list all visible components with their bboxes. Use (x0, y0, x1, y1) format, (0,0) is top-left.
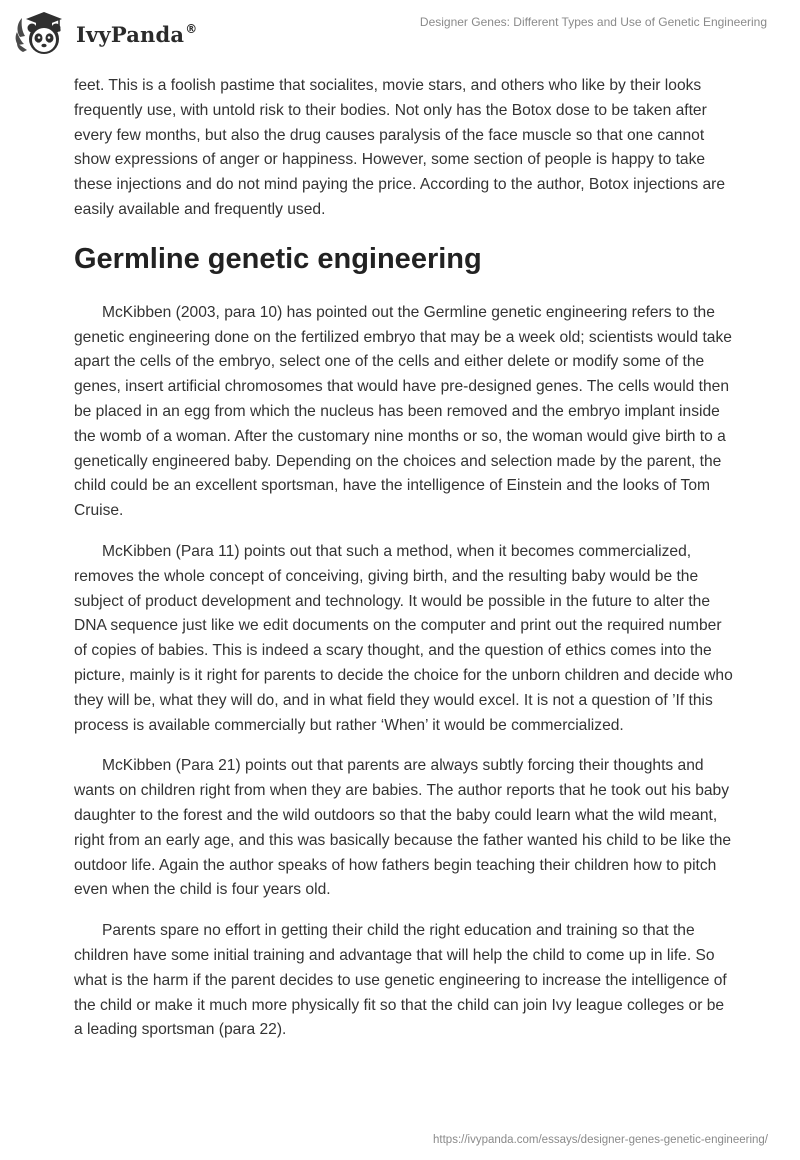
source-url-link[interactable]: https://ivypanda.com/essays/designer-genes-genetic-engineering/ (433, 1134, 768, 1146)
registered-mark: ® (185, 21, 198, 36)
section-heading: Germline genetic engineering (74, 242, 482, 275)
essay-body (74, 74, 734, 1059)
body-paragraph: Parents spare no effort in getting their child the right education and training so that the children have some initial training and advantage that will help the child to come up in life. So what is the harm if the parent decides to use genetic engineering to increase the intelligence of the child or make it much more physically fit so that the child can join Ivy league colleges or be a leading sportsman (para 22). (74, 922, 727, 1039)
document-title: Designer Genes: Different Types and Use of Genetic Engineering (419, 15, 767, 29)
body-paragraph: McKibben (Para 11) points out that such a method, when it becomes commercialized, removes the whole concept of conceiving, giving birth, and the resulting baby would be the subject of product development and technology. It would be possible in the future to alter the DNA sequence just like we edit documents on the computer and print out the required number of copies of babies. This is indeed a scary thought, and the question of ethics comes into the picture, mainly is it right for parents to decide the choice for the unborn children and decide who they will be, what they will do, and in what field they would excel. It is not a question of ’If this process is available commercially but rather ‘When’ it would be commercialized. (74, 542, 733, 734)
brand-name: IvyPanda® (76, 21, 198, 47)
page-header (0, 0, 800, 70)
intro-paragraph: feet. This is a foolish pastime that socialites, movie stars, and others who like by their looks frequently use, with untold risk to their bodies. Not only has the Botox dose to be taken after every few months, but also the drug causes paralysis of the face muscle so that one cannot show expressions of anger or happiness. However, some section of people is happy to take these injections and do not mind paying the price. According to the author, Botox injections are easily available and frequently used. (74, 77, 726, 218)
body-paragraph: McKibben (Para 21) points out that parents are always subtly forcing their thoughts and wants on children right from when they are babies. The author reports that he took out his baby daughter to the forest and the wild outdoors so that the baby could learn what the wild meant, right from an early age, and this was basically because the father wanted his child to be like the outdoor life. Again the author speaks of how fathers begin teaching their children how to pitch even when the child is four years old. (74, 757, 732, 899)
panda-graduate-icon (14, 9, 70, 59)
ivypanda-logo[interactable] (14, 9, 197, 59)
body-paragraph: McKibben (2003, para 10) has pointed out the Germline genetic engineering refers to the genetic engineering done on the fertilized embryo that may be a week old; scientists would take apart the cells of the embryo, select one of the cells and either delete or modify some of the genes, insert artificial chromosomes that would have pre-designed genes. The cells would then be placed in an egg from which the nucleus has been removed and the embryo implant inside the womb of a woman. After the customary nine months or so, the woman would give birth to a genetically engineered baby. Depending on the choices and selection made by the parent, the child could be an excellent sportsman, have the intelligence of Einstein and the looks of Tom Cruise. (74, 303, 732, 520)
